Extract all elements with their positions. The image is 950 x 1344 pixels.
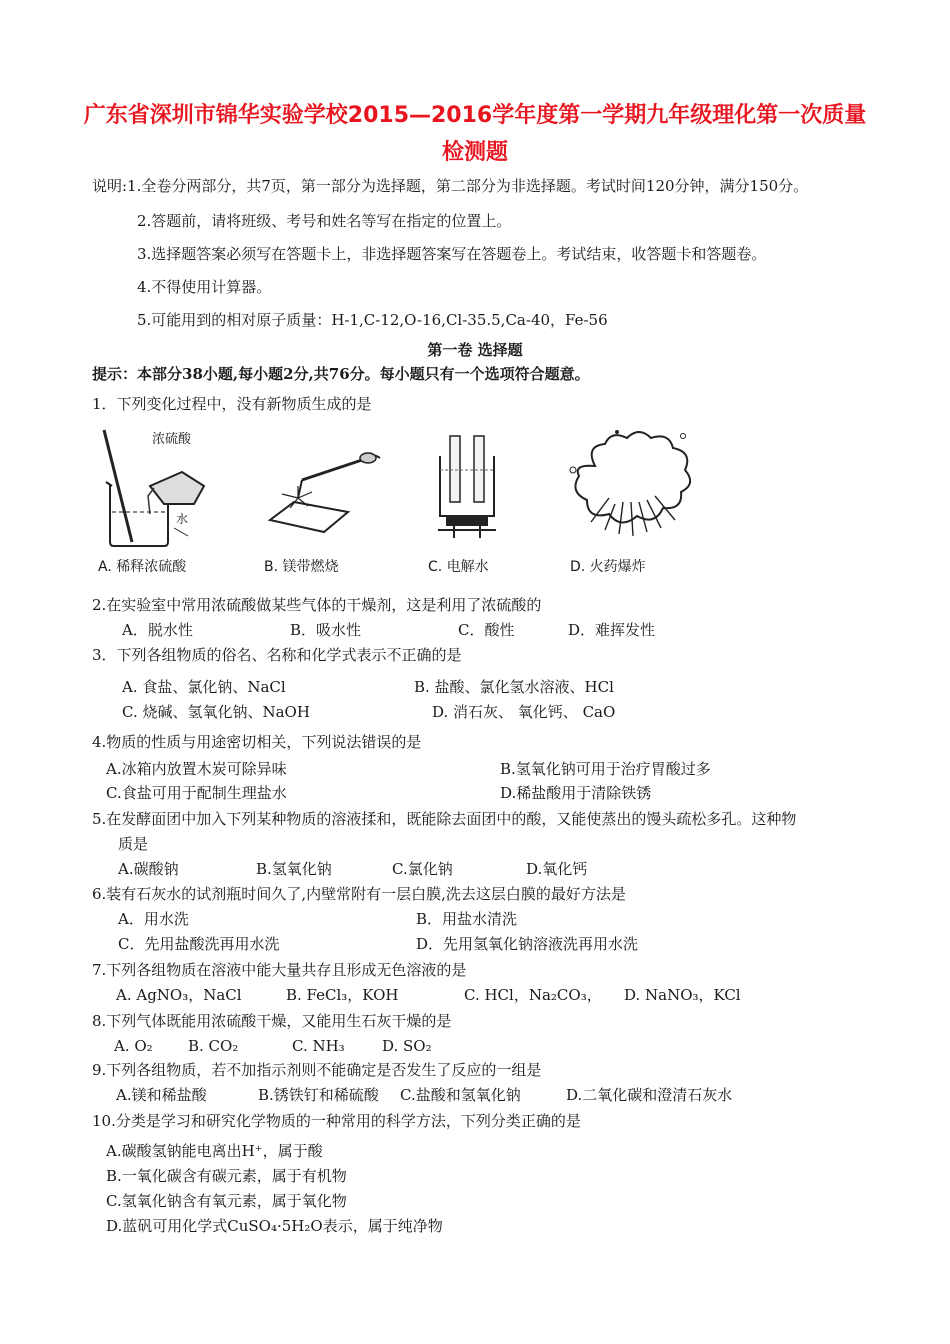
question-2-option-a: A．脱水性 bbox=[122, 621, 193, 639]
question-3-option-d: D. 消石灰、 氧化钙、 CaO bbox=[432, 703, 616, 721]
figure-label-acid: 浓硫酸 bbox=[152, 432, 192, 447]
question-1-option-a: A. 稀释浓硫酸 bbox=[98, 559, 187, 575]
question-5-option-c: C.氯化钠 bbox=[392, 860, 453, 878]
question-4-option-d: D.稀盐酸用于清除铁锈 bbox=[500, 784, 652, 802]
question-7-option-c: C. HCl，Na₂CO₃， bbox=[464, 986, 602, 1004]
figure-label-water: 水 bbox=[176, 512, 189, 526]
question-1-option-c: C. 电解水 bbox=[428, 559, 489, 575]
section-title: 第一卷 选择题 bbox=[427, 341, 523, 359]
question-9-stem: 9.下列各组物质，若不加指示剂则不能确定是否发生了反应的一组是 bbox=[92, 1061, 542, 1079]
question-2-option-b: B．吸水性 bbox=[290, 621, 362, 639]
question-5-option-a: A.碳酸钠 bbox=[118, 860, 179, 878]
question-1-option-d: D. 火药爆炸 bbox=[570, 559, 646, 575]
question-10-option-b: B.一氧化碳含有碳元素，属于有机物 bbox=[106, 1167, 347, 1185]
question-7-option-a: A. AgNO₃，NaCl bbox=[116, 986, 242, 1004]
figure-gunpowder-explosion bbox=[565, 426, 700, 541]
figure-magnesium-burning bbox=[262, 440, 387, 540]
instruction-5: 5.可能用到的相对原子质量：H-1,C-12,O-16,Cl-35.5,Ca-40，Fe-56 bbox=[137, 311, 608, 329]
question-2-option-c: C．酸性 bbox=[458, 621, 515, 639]
question-4-option-a: A.冰箱内放置木炭可除异味 bbox=[106, 760, 287, 778]
question-9-option-d: D.二氧化碳和澄清石灰水 bbox=[566, 1086, 733, 1104]
instruction-3: 3.选择题答案必须写在答题卡上，非选择题答案写在答题卷上。考试结束，收答题卡和答题卷。 bbox=[137, 245, 767, 263]
question-3-option-b: B. 盐酸、氯化氢水溶液、HCl bbox=[414, 678, 614, 696]
question-5-option-d: D.氧化钙 bbox=[526, 860, 588, 878]
instruction-2: 2.答题前，请将班级、考号和姓名等写在指定的位置上。 bbox=[137, 212, 512, 230]
question-9-option-a: A.镁和稀盐酸 bbox=[116, 1086, 207, 1104]
question-7-option-b: B. FeCl₃，KOH bbox=[286, 986, 399, 1004]
question-10-option-a: A.碳酸氢钠能电离出H⁺，属于酸 bbox=[106, 1142, 323, 1160]
section-hint: 提示：本部分38小题,每小题2分,共76分。每小题只有一个选项符合题意。 bbox=[92, 365, 590, 383]
question-5-stem-line-1: 5.在发酵面团中加入下列某种物质的溶液揉和，既能除去面团中的酸，又能使蒸出的馒头疏松多孔。这种物 bbox=[92, 810, 797, 828]
question-6-stem: 6.装有石灰水的试剂瓶时间久了,内壁常附有一层白膜,洗去这层白膜的最好方法是 bbox=[92, 885, 626, 903]
question-8-option-a: A. O₂ bbox=[114, 1037, 153, 1055]
question-5-stem-line-2: 质是 bbox=[118, 835, 149, 853]
question-8-option-c: C. NH₃ bbox=[292, 1037, 345, 1055]
question-10-option-c: C.氢氧化钠含有氧元素，属于氧化物 bbox=[106, 1192, 347, 1210]
question-7-option-d: D. NaNO₃，KCl bbox=[624, 986, 741, 1004]
question-3-option-a: A. 食盐、氯化钠、NaCl bbox=[122, 678, 286, 696]
question-6-option-a: A．用水洗 bbox=[118, 910, 189, 928]
question-8-option-d: D. SO₂ bbox=[382, 1037, 432, 1055]
instruction-1: 说明:1.全卷分两部分，共7页，第一部分为选择题，第二部分为非选择题。考试时间120分钟，满分150分。 bbox=[92, 177, 809, 195]
figure-electrolysis bbox=[432, 430, 502, 545]
question-4-option-c: C.食盐可用于配制生理盐水 bbox=[106, 784, 287, 802]
question-4-option-b: B.氢氧化钠可用于治疗胃酸过多 bbox=[500, 760, 711, 778]
question-1-stem: 1．下列变化过程中，没有新物质生成的是 bbox=[92, 395, 372, 413]
question-8-option-b: B. CO₂ bbox=[188, 1037, 239, 1055]
question-8-stem: 8.下列气体既能用浓硫酸干燥，又能用生石灰干燥的是 bbox=[92, 1012, 452, 1030]
instruction-4: 4.不得使用计算器。 bbox=[137, 278, 272, 296]
question-9-option-b: B.锈铁钉和稀硫酸 bbox=[258, 1086, 379, 1104]
question-6-option-b: B．用盐水清洗 bbox=[416, 910, 518, 928]
question-3-option-c: C. 烧碱、氢氧化钠、NaOH bbox=[122, 703, 310, 721]
document-title-line-1: 广东省深圳市锦华实验学校2015—2016学年度第一学期九年级理化第一次质量 bbox=[83, 103, 867, 128]
question-10-option-d: D.蓝矾可用化学式CuSO₄·5H₂O表示，属于纯净物 bbox=[106, 1217, 443, 1235]
question-10-stem: 10.分类是学习和研究化学物质的一种常用的科学方法，下列分类正确的是 bbox=[92, 1112, 581, 1130]
question-4-stem: 4.物质的性质与用途密切相关，下列说法错误的是 bbox=[92, 733, 422, 751]
question-9-option-c: C.盐酸和氢氧化钠 bbox=[400, 1086, 521, 1104]
question-6-option-c: C．先用盐酸洗再用水洗 bbox=[118, 935, 280, 953]
question-7-stem: 7.下列各组物质在溶液中能大量共存且形成无色溶液的是 bbox=[92, 961, 467, 979]
question-3-stem: 3．下列各组物质的俗名、名称和化学式表示不正确的是 bbox=[92, 646, 462, 664]
question-5-option-b: B.氢氧化钠 bbox=[256, 860, 332, 878]
document-title-line-2: 检测题 bbox=[441, 140, 508, 165]
question-1-option-b: B. 镁带燃烧 bbox=[264, 559, 339, 575]
question-6-option-d: D．先用氢氧化钠溶液洗再用水洗 bbox=[416, 935, 639, 953]
question-2-option-d: D．难挥发性 bbox=[568, 621, 656, 639]
question-2-stem: 2.在实验室中常用浓硫酸做某些气体的干燥剂，这是利用了浓硫酸的 bbox=[92, 596, 542, 614]
